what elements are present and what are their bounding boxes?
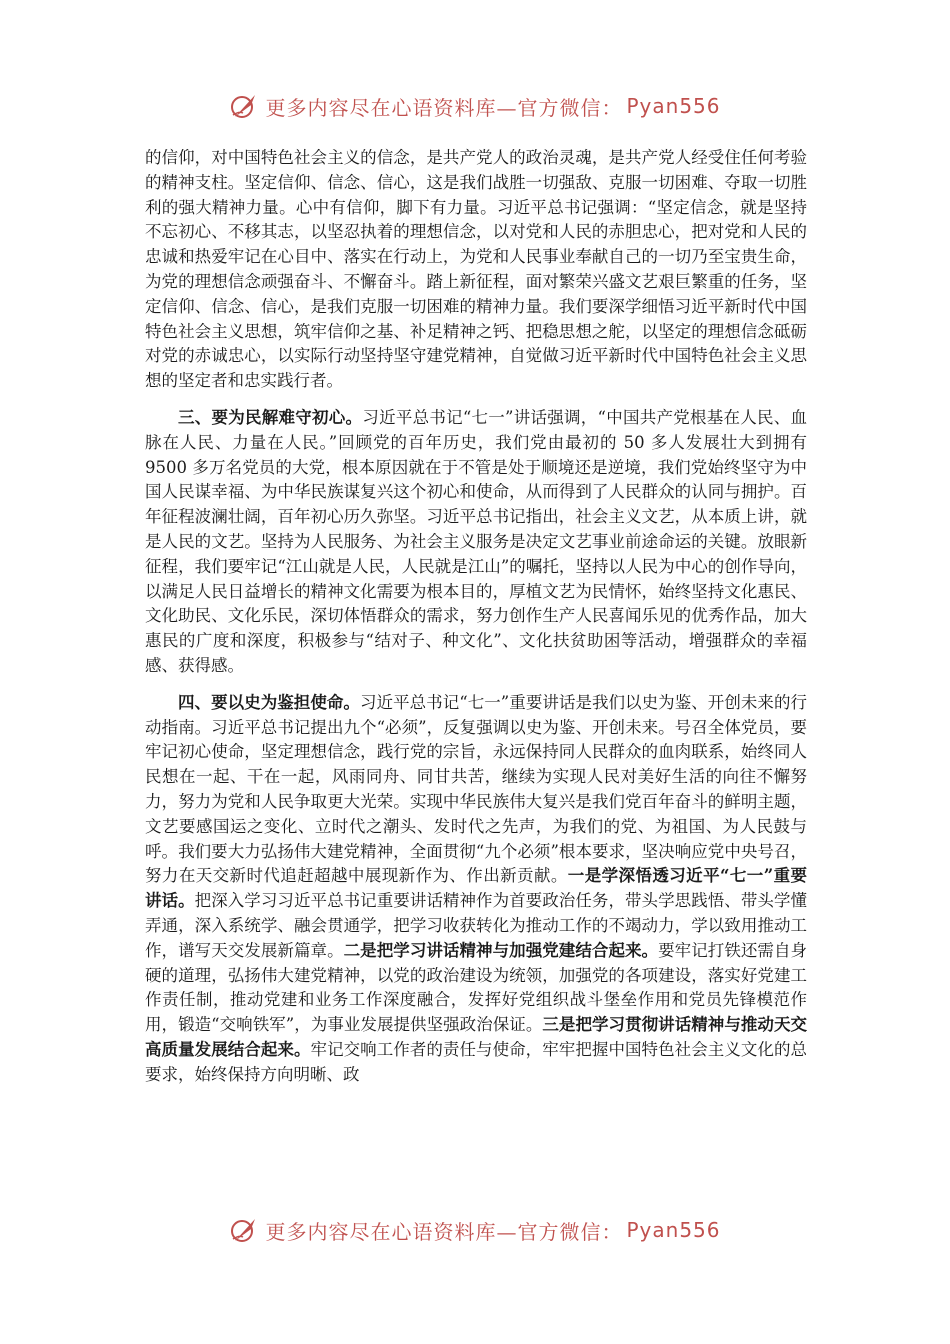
paragraph-3 xyxy=(145,691,807,1088)
quill-logo-icon xyxy=(229,1215,259,1245)
paragraph-3-text-4: 牢记交响工作者的责任与使命，牢牢把握中国特色社会主义文化的总要求，始终保持方向明晰、政 xyxy=(145,1039,808,1084)
section-heading-3: 三、要为民解难守初心。 xyxy=(178,407,363,427)
footer-banner-wechat-id: Pyan556 xyxy=(626,1218,721,1242)
document-body xyxy=(145,146,807,1099)
paragraph-3-text-2: 把深入学习习近平总书记重要讲话精神作为首要政治任务，带头学思践悟、带头学懂弄通，深入系统学、融会贯通学，把学习收获转化为推动工作的不竭动力，学以致用推动工作，谱写天交发展新篇章。 xyxy=(145,891,808,960)
quill-logo-icon xyxy=(229,91,259,121)
paragraph-2-text: 习近平总书记“七一”讲话强调，“中国共产党根基在人民、血脉在人民、力量在人民。”回顾党的百年历史，我们党由最初的 50 多人发展壮大到拥有 9500 多万名党员的大党，根本原因就在于不管是处于顺境还是逆境，我们党始终坚守为中国人民谋幸福、为中华民族谋复兴这个初心和使命，从而得到了人民群众的认同与拥护。百年征程波澜壮阔，百年初心历久弥坚。习近平总书记指出，社会主义文艺，从本质上讲，就是人民的文艺。坚持为人民服务、为社会主义服务是决定文艺事业前途命运的关键。放眼新征程，我们要牢记“江山就是人民，人民就是江山”的嘱托，坚持以人民为中心的创作导向，以满足人民日益增长的精神文化需要为根本目的，厚植文艺为民情怀，始终坚持文化惠民、文化助民、文化乐民，深切体悟群众的需求，努力创作生产人民喜闻乐见的优秀作品，加大惠民的广度和深度，积极参与“结对子、种文化”、文化扶贫助困等活动，增强群众的幸福感、获得感。 xyxy=(145,407,808,675)
banner-wechat-id: Pyan556 xyxy=(626,94,721,118)
header-banner xyxy=(0,86,950,126)
banner-text: 更多内容尽在心语资料库—官方微信： xyxy=(265,95,623,120)
paragraph-2 xyxy=(145,406,807,679)
section-heading-4: 四、要以史为鉴担使命。 xyxy=(178,692,360,712)
point-3-heading: 三是把学习贯彻讲话精神与推动天交高质量发展结合起来。 xyxy=(145,1015,808,1059)
paragraph-3-text-1: 习近平总书记“七一”重要讲话是我们以史为鉴、开创未来的行动指南。习近平总书记提出九个“必须”，反复强调以史为鉴、开创未来。号召全体党员，要牢记初心使命，坚定理想信念，践行党的宗旨，永远保持同人民群众的血肉联系，始终同人民想在一起、干在一起，风雨同舟、同甘共苦，继续为实现人民对美好生活的向往不懈努力，努力为党和人民争取更大光荣。实现中华民族伟大复兴是我们党百年奋斗的鲜明主题，文艺要感国运之变化、立时代之潮头、发时代之先声，为我们的党、为祖国、为人民鼓与呼。我们要大力弘扬伟大建党精神，全面贯彻“九个必须”根本要求，坚决响应党中央号召，努力在天交新时代追赶超越中展现新作为、作出新贡献。 xyxy=(145,692,808,886)
point-1-heading: 一是学深悟透习近平“七一”重要讲话。 xyxy=(145,866,808,911)
paragraph-1: 的信仰，对中国特色社会主义的信念，是共产党人的政治灵魂，是共产党人经受住任何考验的精神支柱。坚定信仰、信念、信心，这是我们战胜一切强敌、克服一切困难、夺取一切胜利的强大精神力量。心中有信仰，脚下有力量。习近平总书记强调：“坚定信念，就是坚持不忘初心、不移其志，以坚忍执着的理想信念，以对党和人民的赤胆忠心，把对党和人民的忠诚和热爱牢记在心目中、落实在行动上，为党和人民事业奉献自己的一切乃至宝贵生命，为党的理想信念顽强奋斗、不懈奋斗。踏上新征程，面对繁荣兴盛文艺艰巨繁重的任务，坚定信仰、信念、信心，是我们克服一切困难的精神力量。我们要深学细悟习近平新时代中国特色社会主义思想，筑牢信仰之基、补足精神之钙、把稳思想之舵，以坚定的理想信念砥砺对党的赤诚忠心，以实际行动坚持坚守建党精神，自觉做习近平新时代中国特色社会主义思想的坚定者和忠实践行者。 xyxy=(145,148,807,391)
paragraph-3-text-3: 要牢记打铁还需自身硬的道理，弘扬伟大建党精神，以党的政治建设为统领，加强党的各项建设，落实好党建工作责任制，推动党建和业务工作深度融合，发挥好党组织战斗堡垒作用和党员先锋模范作用，锻造“交响铁军”，为事业发展提供坚强政治保证。 xyxy=(145,940,808,1035)
footer-banner xyxy=(0,1210,950,1250)
footer-banner-text: 更多内容尽在心语资料库—官方微信： xyxy=(265,1219,623,1244)
point-2-heading: 二是把学习讲话精神与加强党建结合起来。 xyxy=(343,940,659,960)
